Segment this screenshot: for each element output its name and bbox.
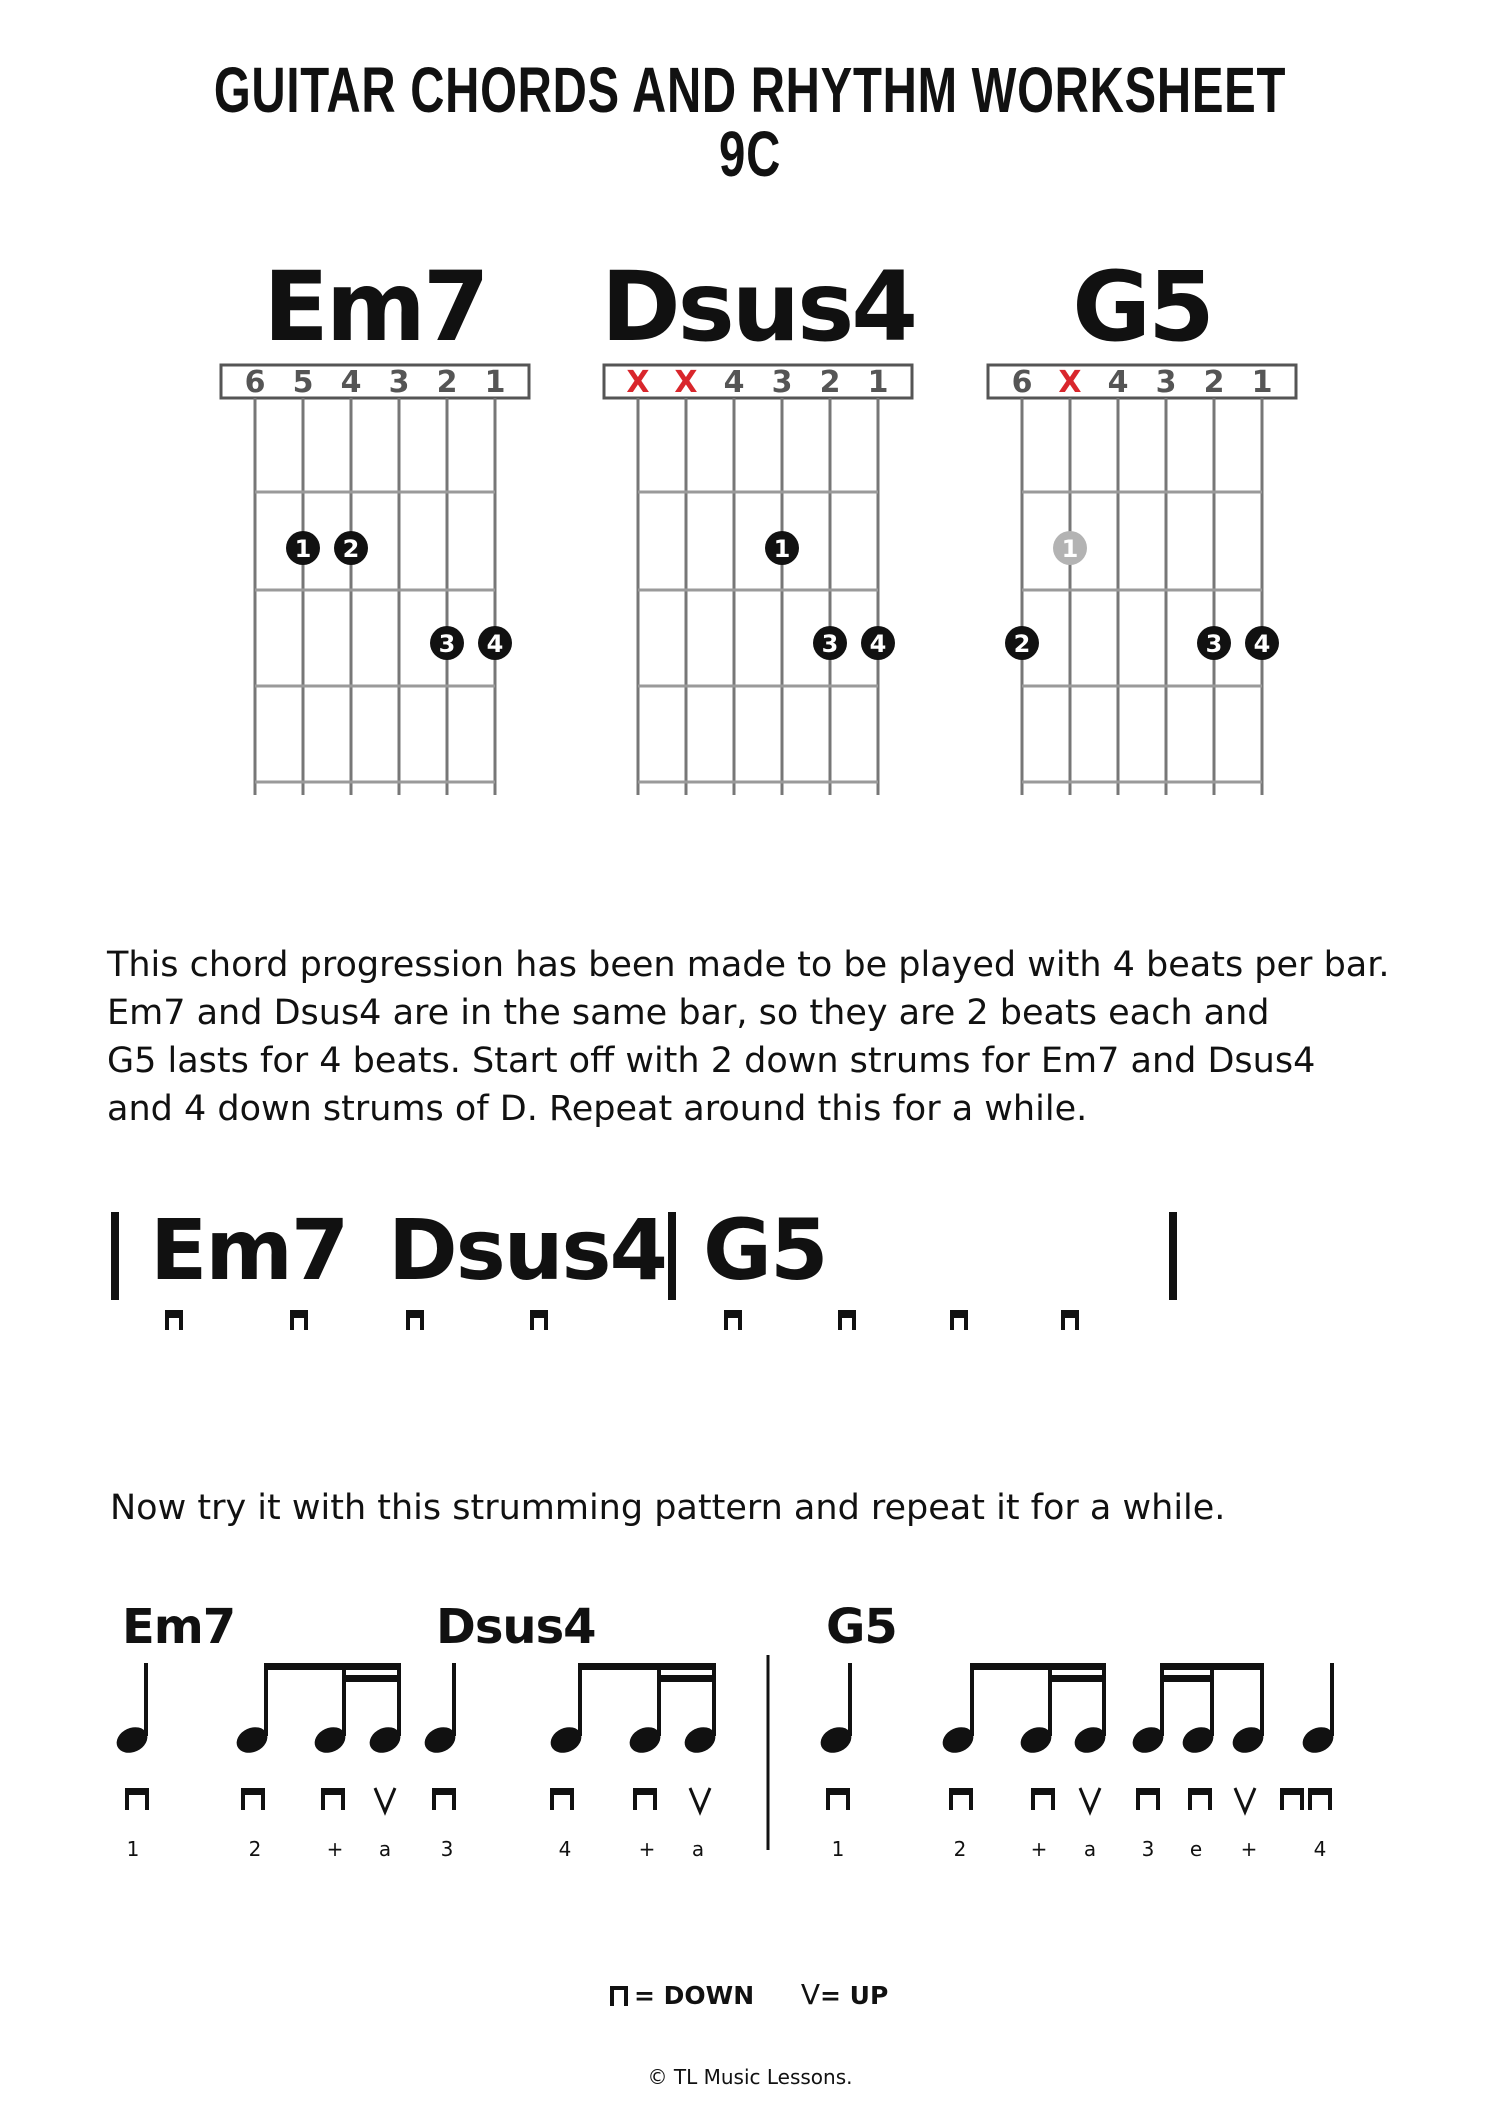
down-strum-bar [1308,1788,1332,1795]
down-strum-bar [949,1788,973,1795]
sixteenth-beam [1048,1675,1106,1682]
up-strum-icon [690,1788,710,1812]
progression-chord-g5: G5 [703,1201,827,1299]
finger-number: 2 [342,535,360,563]
finger-number: 1 [773,535,791,563]
beat-count: 1 [831,1837,845,1861]
string-number: 4 [1107,365,1129,400]
muted-string-label: X [1058,365,1082,400]
eighth-beam [1160,1663,1264,1670]
beat-count: 4 [1313,1837,1327,1861]
rhythm-chord-em7: Em7 [122,1599,236,1655]
rhythm-chord-dsus4: Dsus4 [436,1599,596,1655]
down-strum-bar [633,1788,657,1795]
sixteenth-beam [1160,1675,1214,1682]
string-number: 1 [1251,365,1273,400]
finger-number: 3 [1205,630,1223,658]
beat-count: a [378,1837,392,1861]
finger-number: 2 [1013,630,1031,658]
beat-count: 2 [953,1837,967,1861]
down-strum-icon [530,1310,548,1330]
string-header [221,365,529,398]
chord-name: Em7 [263,251,487,363]
finger-number: 3 [438,630,456,658]
string-number: 2 [1203,365,1225,400]
down-strum-bar [241,1788,265,1795]
down-strum-icon [1061,1310,1079,1330]
string-number: 3 [388,365,410,400]
down-strum-icon [290,1310,308,1330]
down-strum-icon [165,1310,183,1330]
string-number: 3 [771,365,793,400]
string-number: 4 [340,365,362,400]
up-strum-icon [1235,1788,1255,1812]
instruction-text: Now try it with this strumming pattern and repeat it for a while. [110,1488,1226,1528]
down-strum-icon [724,1310,742,1330]
down-strum-icon [610,1986,628,2006]
progression-chord-em7: Em7 [150,1201,348,1299]
intro-paragraph [107,941,1390,1133]
down-strum-icon [406,1310,424,1330]
beat-count: 1 [126,1837,140,1861]
string-number: 4 [723,365,745,400]
muted-string-label: X [626,365,650,400]
down-strum-icon [838,1310,856,1330]
down-strum-bar [1136,1788,1160,1795]
finger-number: 3 [821,630,839,658]
sixteenth-beam [657,1675,716,1682]
eighth-beam [578,1663,716,1670]
progression-chord-dsus4: Dsus4 [388,1201,666,1299]
beat-count: + [638,1837,656,1861]
rhythm-notation [0,1640,1500,1870]
chord-diagrams [0,230,1500,810]
down-strum-bar [550,1788,574,1795]
intro-line: and 4 down strums of D. Repeat around this for a while. [107,1089,1088,1129]
finger-number: 1 [1061,535,1079,563]
legend-down-label: = DOWN [634,1981,755,2010]
up-strum-icon: V [800,1978,821,2011]
eighth-beam [264,1663,401,1670]
down-strum-icon [950,1310,968,1330]
beat-count: 3 [440,1837,454,1861]
legend [610,1978,888,2011]
beat-count: 2 [248,1837,262,1861]
beat-count: + [1240,1837,1258,1861]
finger-number: 4 [1253,630,1271,658]
beat-count: + [1030,1837,1048,1861]
page-title: GUITAR CHORDS AND RHYTHM WORKSHEET 9C [213,54,1287,190]
intro-line: G5 lasts for 4 beats. Start off with 2 down strums for Em7 and Dsus4 [107,1041,1316,1081]
string-number: 2 [436,365,458,400]
down-strum-bar [432,1788,456,1795]
intro-line: Em7 and Dsus4 are in the same bar, so they are 2 beats each and [107,993,1270,1033]
copyright: © TL Music Lessons. [647,2065,853,2089]
string-number: 3 [1155,365,1177,400]
down-strum-bar [125,1788,149,1795]
up-strum-icon [1080,1788,1100,1812]
string-number: 6 [1011,365,1033,400]
barline [111,1212,119,1300]
down-strum-bar [826,1788,850,1795]
chord-name: Dsus4 [600,251,916,363]
down-strum-bar [321,1788,345,1795]
sixteenth-beam [342,1675,401,1682]
legend-up-label: = UP [820,1981,889,2010]
beat-count: 3 [1141,1837,1155,1861]
finger-number: 4 [486,630,504,658]
finger-number: 4 [869,630,887,658]
down-strum-bar [1031,1788,1055,1795]
up-strum-icon [375,1788,395,1812]
barline [668,1212,676,1300]
beat-count: 4 [558,1837,572,1861]
beat-count: e [1189,1837,1203,1861]
beat-count: a [691,1837,705,1861]
rhythm-chord-g5: G5 [826,1599,897,1655]
down-strum-bar [1280,1788,1304,1795]
string-number: 1 [867,365,889,400]
barline [1169,1212,1177,1300]
down-strum-bar [1188,1788,1212,1795]
string-header [604,365,912,398]
beat-count: a [1083,1837,1097,1861]
intro-line: This chord progression has been made to be played with 4 beats per bar. [107,945,1390,985]
string-number: 5 [292,365,314,400]
string-header [988,365,1296,398]
string-number: 2 [819,365,841,400]
chord-name: G5 [1072,251,1212,363]
beat-count: + [326,1837,344,1861]
muted-string-label: X [674,365,698,400]
string-number: 1 [484,365,506,400]
finger-number: 1 [294,535,312,563]
string-number: 6 [244,365,266,400]
eighth-beam [970,1663,1106,1670]
